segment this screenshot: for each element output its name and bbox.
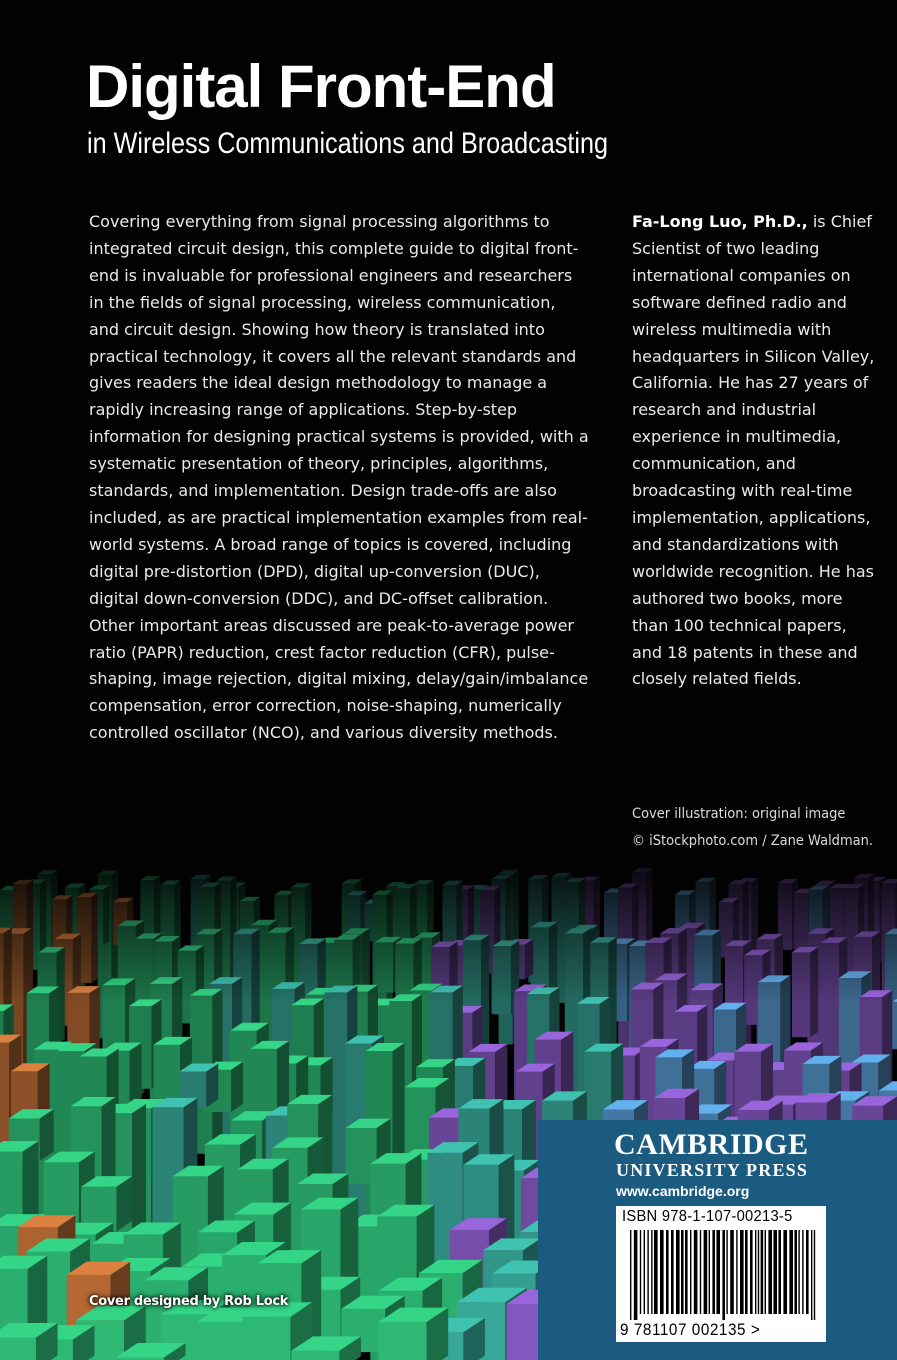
publisher-url: www.cambridge.org (616, 1183, 750, 1199)
illustration-credit (632, 801, 873, 855)
book-subtitle: in Wireless Communications and Broadcasting (87, 127, 609, 160)
publisher-panel (538, 1120, 897, 1360)
barcode-digits: 9 781107 002135 > (620, 1320, 761, 1339)
publisher-name: CAMBRIDGE (614, 1128, 809, 1161)
isbn-label: ISBN 978-1-107-00213-5 (622, 1208, 793, 1225)
illustration-credit-line1: Cover illustration: original image (632, 806, 846, 822)
book-description: Covering everything from signal processing algorithms to integrated circuit design, this complete guide to digital front-end is invaluable for professional engineers and researchers in the fields of signal processing, wireless communication, and circuit design. Showing how theory is translated into practical technology, it covers all the relevant standards and gives readers the ideal design methodology to manage a rapidly increasing range of applications. Step-by-step information for designing practical systems is provided, with a systematic presentation of theory, principles, algorithms, standards, and implementation. Design trade-offs are also included, as are practical implementation examples from real-world systems. A broad range of topics is covered, including digital pre-distortion (DPD), digital up-conversion (DUC), digital down-conversion (DDC), and DC-offset calibration. Other important areas discussed are peak-to-average power ratio (PAPR) reduction, crest factor reduction (CFR), pulse-shaping, image rejection, digital mixing, delay/gain/imbalance compensation, error correction, noise-shaping, numerically controlled oscillator (NCO), and various diversity methods. (89, 212, 589, 743)
author-bio (632, 209, 878, 693)
book-title: Digital Front-End (86, 53, 556, 120)
barcode-icon (624, 1230, 820, 1320)
isbn-barcode-card (616, 1206, 826, 1342)
author-name: Fa-Long Luo, Ph.D., (632, 212, 808, 231)
illustration-credit-line2: © iStockphoto.com / Zane Waldman. (632, 833, 874, 849)
cover-designer-credit: Cover designed by Rob Lock (89, 1294, 289, 1309)
publisher-subname: UNIVERSITY PRESS (616, 1160, 809, 1180)
author-bio-text: is Chief Scientist of two leading international companies on software defined radio and wireless multimedia with headquarters in Silicon Valley, California. He has 27 years of research and industrial experience in multimedia, communication, and broadcasting with real-time implementation, applications, and standardizations with worldwide recognition. He has authored two books, more than 100 technical papers, and 18 patents in these and closely related fields. (632, 212, 875, 689)
